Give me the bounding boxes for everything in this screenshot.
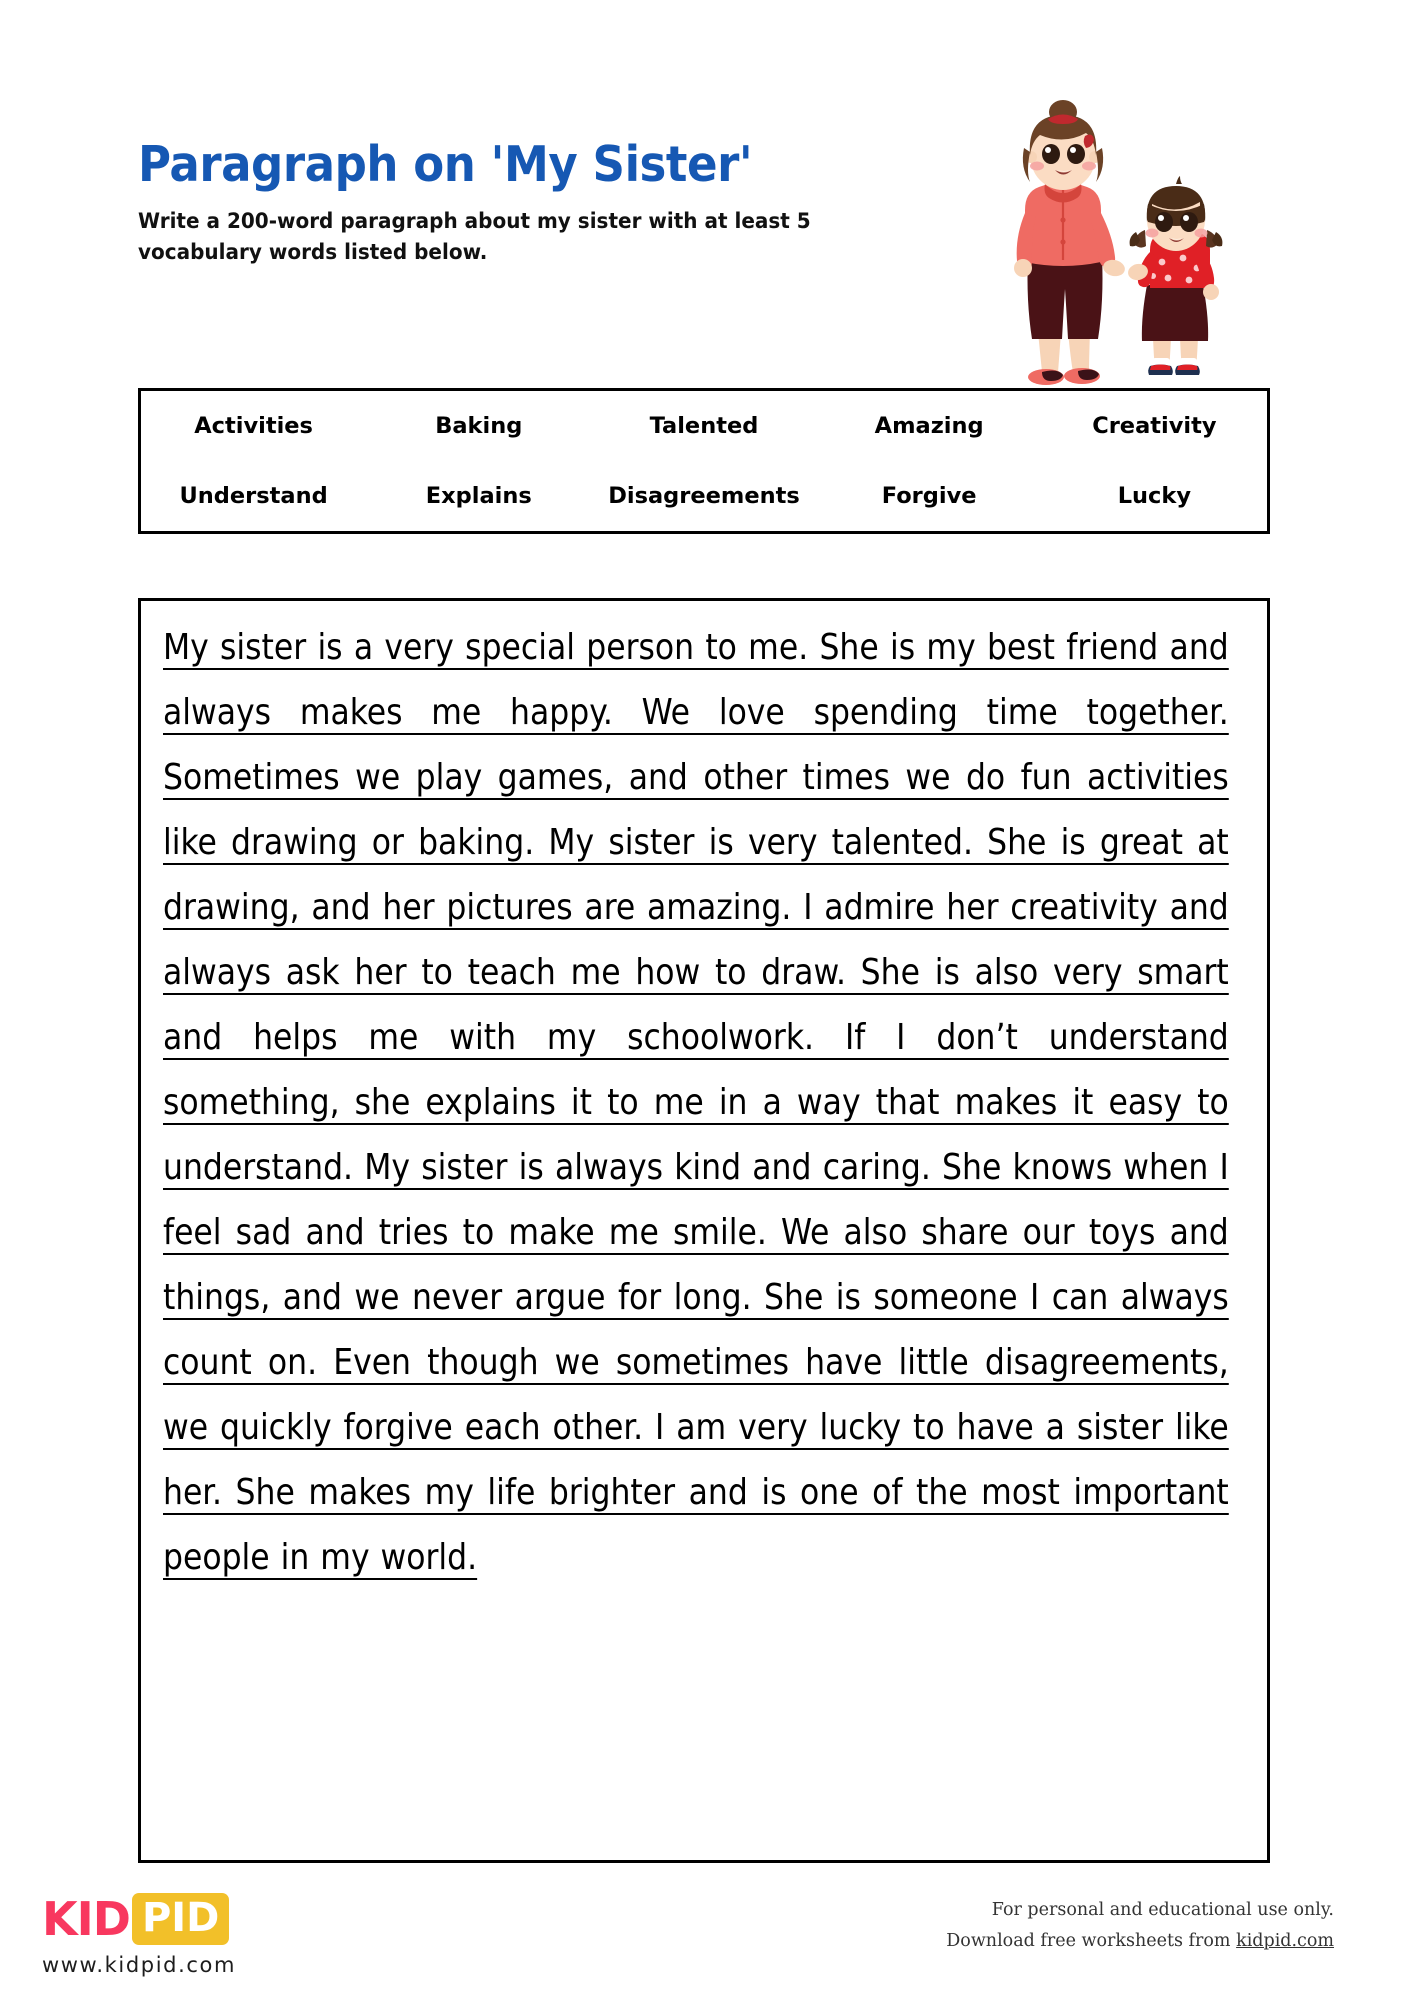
vocab-word: Forgive bbox=[881, 483, 977, 509]
paragraph-answer-text: My sister is a very special person to me. She is my best friend and always makes me happy. We love spending time together. Sometimes we play games, and other times we do fun activities like drawing or baking. My sister is very talented. She is great at drawing, and her pictures are amazing. I admire her creativity and always ask her to teach me how to draw. She is also very smart and helps me with my schoolwork. If I don’t understand something, she explains it to me in a way that makes it easy to understand. My sister is always kind and caring. She knows when I feel sad and tries to make me smile. We also share our toys and things, and we never argue for long. She is someone I can always count on. Even though we sometimes have little disagreements, we quickly forgive each other. I am very lucky to have a sister like her. She makes my life brighter and is one of the most important people in my world. bbox=[163, 627, 1229, 1578]
page-title: Paragraph on 'My Sister' bbox=[138, 136, 753, 193]
vocab-word: Lucky bbox=[1117, 483, 1192, 509]
logo-website-url: www.kidpid.com bbox=[42, 1953, 237, 1977]
table-row bbox=[141, 461, 1267, 531]
vocabulary-table bbox=[141, 391, 1267, 531]
worksheet-header bbox=[138, 136, 1038, 268]
vocab-word: Creativity bbox=[1092, 413, 1217, 439]
vocab-word: Explains bbox=[425, 483, 532, 509]
usage-note-line-1: For personal and educational use only. bbox=[991, 1900, 1334, 1920]
vocab-word: Baking bbox=[435, 413, 523, 439]
vocabulary-word-box bbox=[138, 388, 1270, 534]
table-row bbox=[141, 391, 1267, 461]
logo-kid-text: KID bbox=[42, 1892, 130, 1946]
usage-note-line-2 bbox=[946, 1926, 1334, 1957]
vocab-word: Talented bbox=[649, 413, 759, 439]
vocab-word: Activities bbox=[194, 413, 313, 439]
vocab-word: Amazing bbox=[874, 413, 984, 439]
usage-note-prefix: Download free worksheets from bbox=[946, 1930, 1237, 1951]
logo-pid-badge: PID bbox=[132, 1893, 229, 1945]
vocab-word: Understand bbox=[179, 483, 328, 509]
paragraph-answer-box[interactable] bbox=[138, 598, 1270, 1863]
vocab-word: Disagreements bbox=[608, 483, 800, 509]
page-instructions: Write a 200-word paragraph about my sister with at least 5 vocabulary words listed below. bbox=[138, 209, 811, 265]
kidpid-logo[interactable] bbox=[42, 1892, 372, 1977]
footer-usage-note bbox=[946, 1895, 1334, 1956]
kidpid-website-link[interactable]: kidpid.com bbox=[1236, 1930, 1334, 1951]
two-sisters-illustration bbox=[990, 100, 1245, 390]
logo-wordmark bbox=[42, 1892, 372, 1946]
